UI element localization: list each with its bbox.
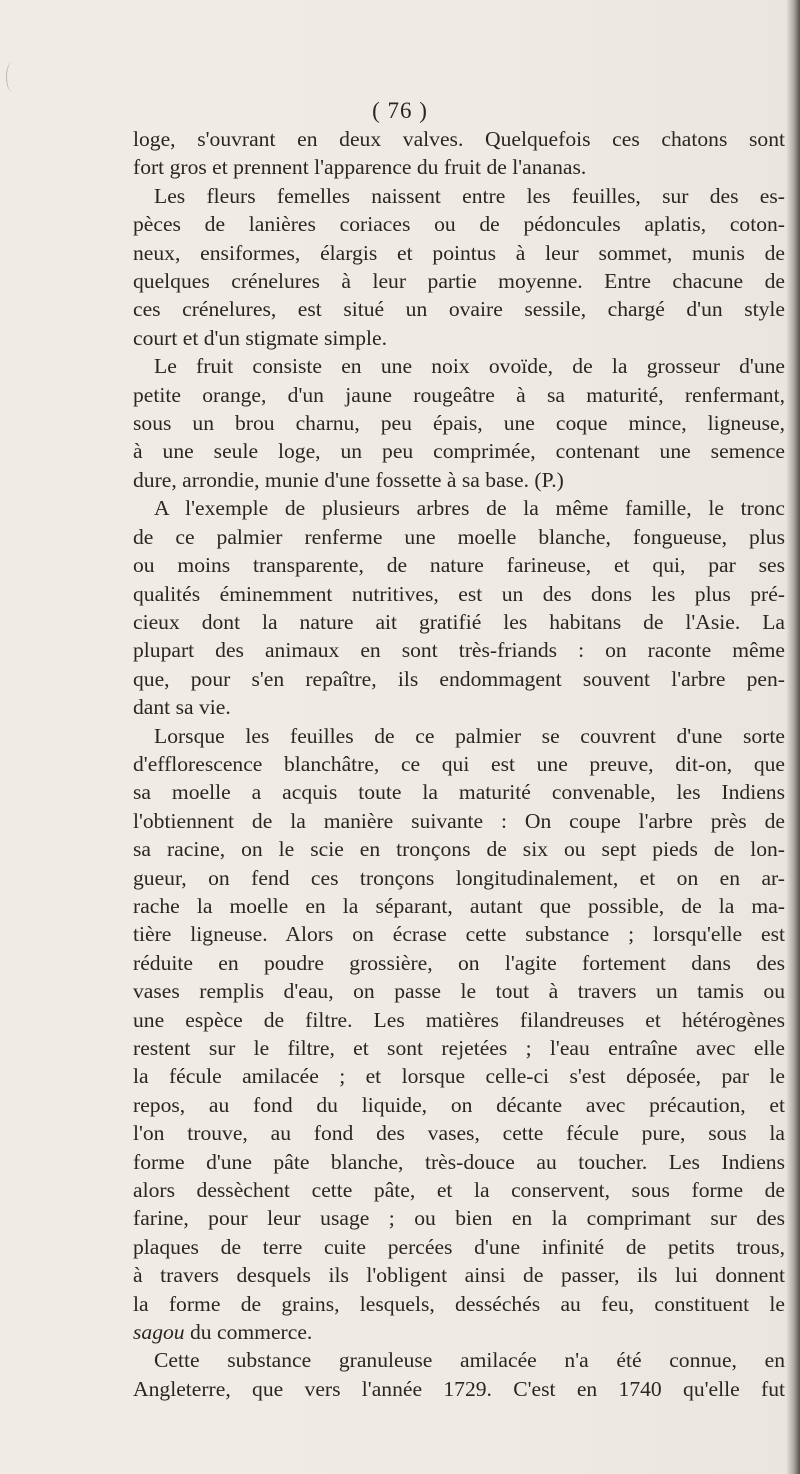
text-line: sous un brou charnu, peu épais, une coque mince, ligneuse,	[133, 411, 785, 436]
paragraph	[133, 722, 785, 1347]
text-line: petite orange, d'un jaune rougeâtre à sa maturité, renfermant,	[133, 382, 785, 407]
text-line: d'efflorescence blanchâtre, ce qui est une preuve, dit-on, que	[133, 751, 785, 776]
text-line: vases remplis d'eau, on passe le tout à travers un tamis ou	[133, 979, 785, 1004]
text-line: ou moins transparente, de nature farineuse, et qui, par ses	[133, 553, 785, 578]
text-line: court et d'un stigmate simple.	[133, 325, 387, 350]
text-line: Lorsque les feuilles de ce palmier se couvrent d'une sorte	[154, 723, 785, 748]
page-number: ( 76 )	[372, 98, 428, 123]
text-line: réduite en poudre grossière, on l'agite fortement dans des	[133, 950, 785, 975]
text-line: que, pour s'en repaître, ils endommagent souvent l'arbre pen-	[133, 666, 785, 691]
text-line: Le fruit consiste en une noix ovoïde, de la grosseur d'une	[154, 354, 785, 379]
page-edge-shadow	[786, 0, 800, 1474]
text-line: alors dessèchent cette pâte, et la conservent, sous forme de	[133, 1178, 785, 1203]
text-line: sa moelle a acquis toute la maturité convenable, les Indiens	[133, 780, 785, 805]
text-line: qualités éminemment nutritives, est un des dons les plus pré-	[133, 581, 785, 606]
text-line: la forme de grains, lesquels, desséchés au feu, constituent le	[133, 1291, 785, 1316]
paragraph	[133, 352, 785, 494]
text-line: plaques de terre cuite percées d'une infinité de petits trous,	[133, 1234, 785, 1259]
margin-mark	[6, 62, 19, 92]
text-line: une espèce de filtre. Les matières filandreuses et hétérogènes	[133, 1007, 785, 1032]
text-line: cieux dont la nature ait gratifié les habitans de l'Asie. La	[133, 609, 785, 634]
text-line: à travers desquels ils l'obligent ainsi de passer, ils lui donnent	[133, 1263, 785, 1288]
paragraph	[133, 182, 785, 352]
text-line: fort gros et prennent l'apparence du fruit de l'ananas.	[133, 155, 587, 180]
text-line: tière ligneuse. Alors on écrase cette substance ; lorsqu'elle est	[133, 922, 785, 947]
text-line: sa racine, on le scie en tronçons de six ou sept pieds de lon-	[133, 837, 785, 862]
text-line: Angleterre, que vers l'année 1729. C'est en 1740 qu'elle fut	[133, 1376, 785, 1401]
text-line: rache la moelle en la séparant, autant que possible, de la ma-	[133, 893, 785, 918]
text-line: gueur, on fend ces tronçons longitudinalement, et on en ar-	[133, 865, 785, 890]
text-line: Les fleurs femelles naissent entre les feuilles, sur des es-	[154, 183, 785, 208]
text-line: pèces de lanières coriaces ou de pédoncules aplatis, coton-	[133, 212, 785, 237]
text-line	[133, 1318, 785, 1346]
text-line: l'on trouve, au fond des vases, cette fécule pure, sous la	[133, 1121, 785, 1146]
text-line: farine, pour leur usage ; ou bien en la comprimant sur des	[133, 1206, 785, 1231]
text-line: ces crénelures, est situé un ovaire sessile, chargé d'un style	[133, 297, 785, 322]
text-fragment: du commerce.	[184, 1320, 313, 1345]
body-text	[133, 125, 785, 1403]
text-line: A l'exemple de plusieurs arbres de la même famille, le tronc	[154, 496, 785, 521]
text-line: quelques crénelures à leur partie moyenne. Entre chacune de	[133, 269, 785, 294]
text-line: dure, arrondie, munie d'une fossette à sa base. (P.)	[133, 467, 564, 492]
text-line: à une seule loge, un peu comprimée, contenant une semence	[133, 439, 785, 464]
text-line: l'obtiennent de la manière suivante : On coupe l'arbre près de	[133, 808, 785, 833]
text-line: Cette substance granuleuse amilacée n'a été connue, en	[154, 1348, 785, 1373]
paragraph	[133, 494, 785, 721]
paragraph	[133, 125, 785, 182]
paragraph	[133, 1346, 785, 1403]
text-line: plupart des animaux en sont très-friands : on raconte même	[133, 638, 785, 663]
text-line: dant sa vie.	[133, 695, 231, 720]
text-line: la fécule amilacée ; et lorsque celle-ci s'est déposée, par le	[133, 1064, 785, 1089]
text-line: forme d'une pâte blanche, très-douce au toucher. Les Indiens	[133, 1149, 785, 1174]
text-line: de ce palmier renferme une moelle blanche, fongueuse, plus	[133, 524, 785, 549]
text-line: restent sur le filtre, et sont rejetées ; l'eau entraîne avec elle	[133, 1036, 785, 1060]
text-line: loge, s'ouvrant en deux valves. Quelquefois ces chatons sont	[133, 127, 785, 151]
italic-term: sagou	[133, 1320, 185, 1345]
text-line: neux, ensiformes, élargis et pointus à leur sommet, munis de	[133, 240, 785, 265]
text-line: repos, au fond du liquide, on décante avec précaution, et	[133, 1092, 785, 1117]
